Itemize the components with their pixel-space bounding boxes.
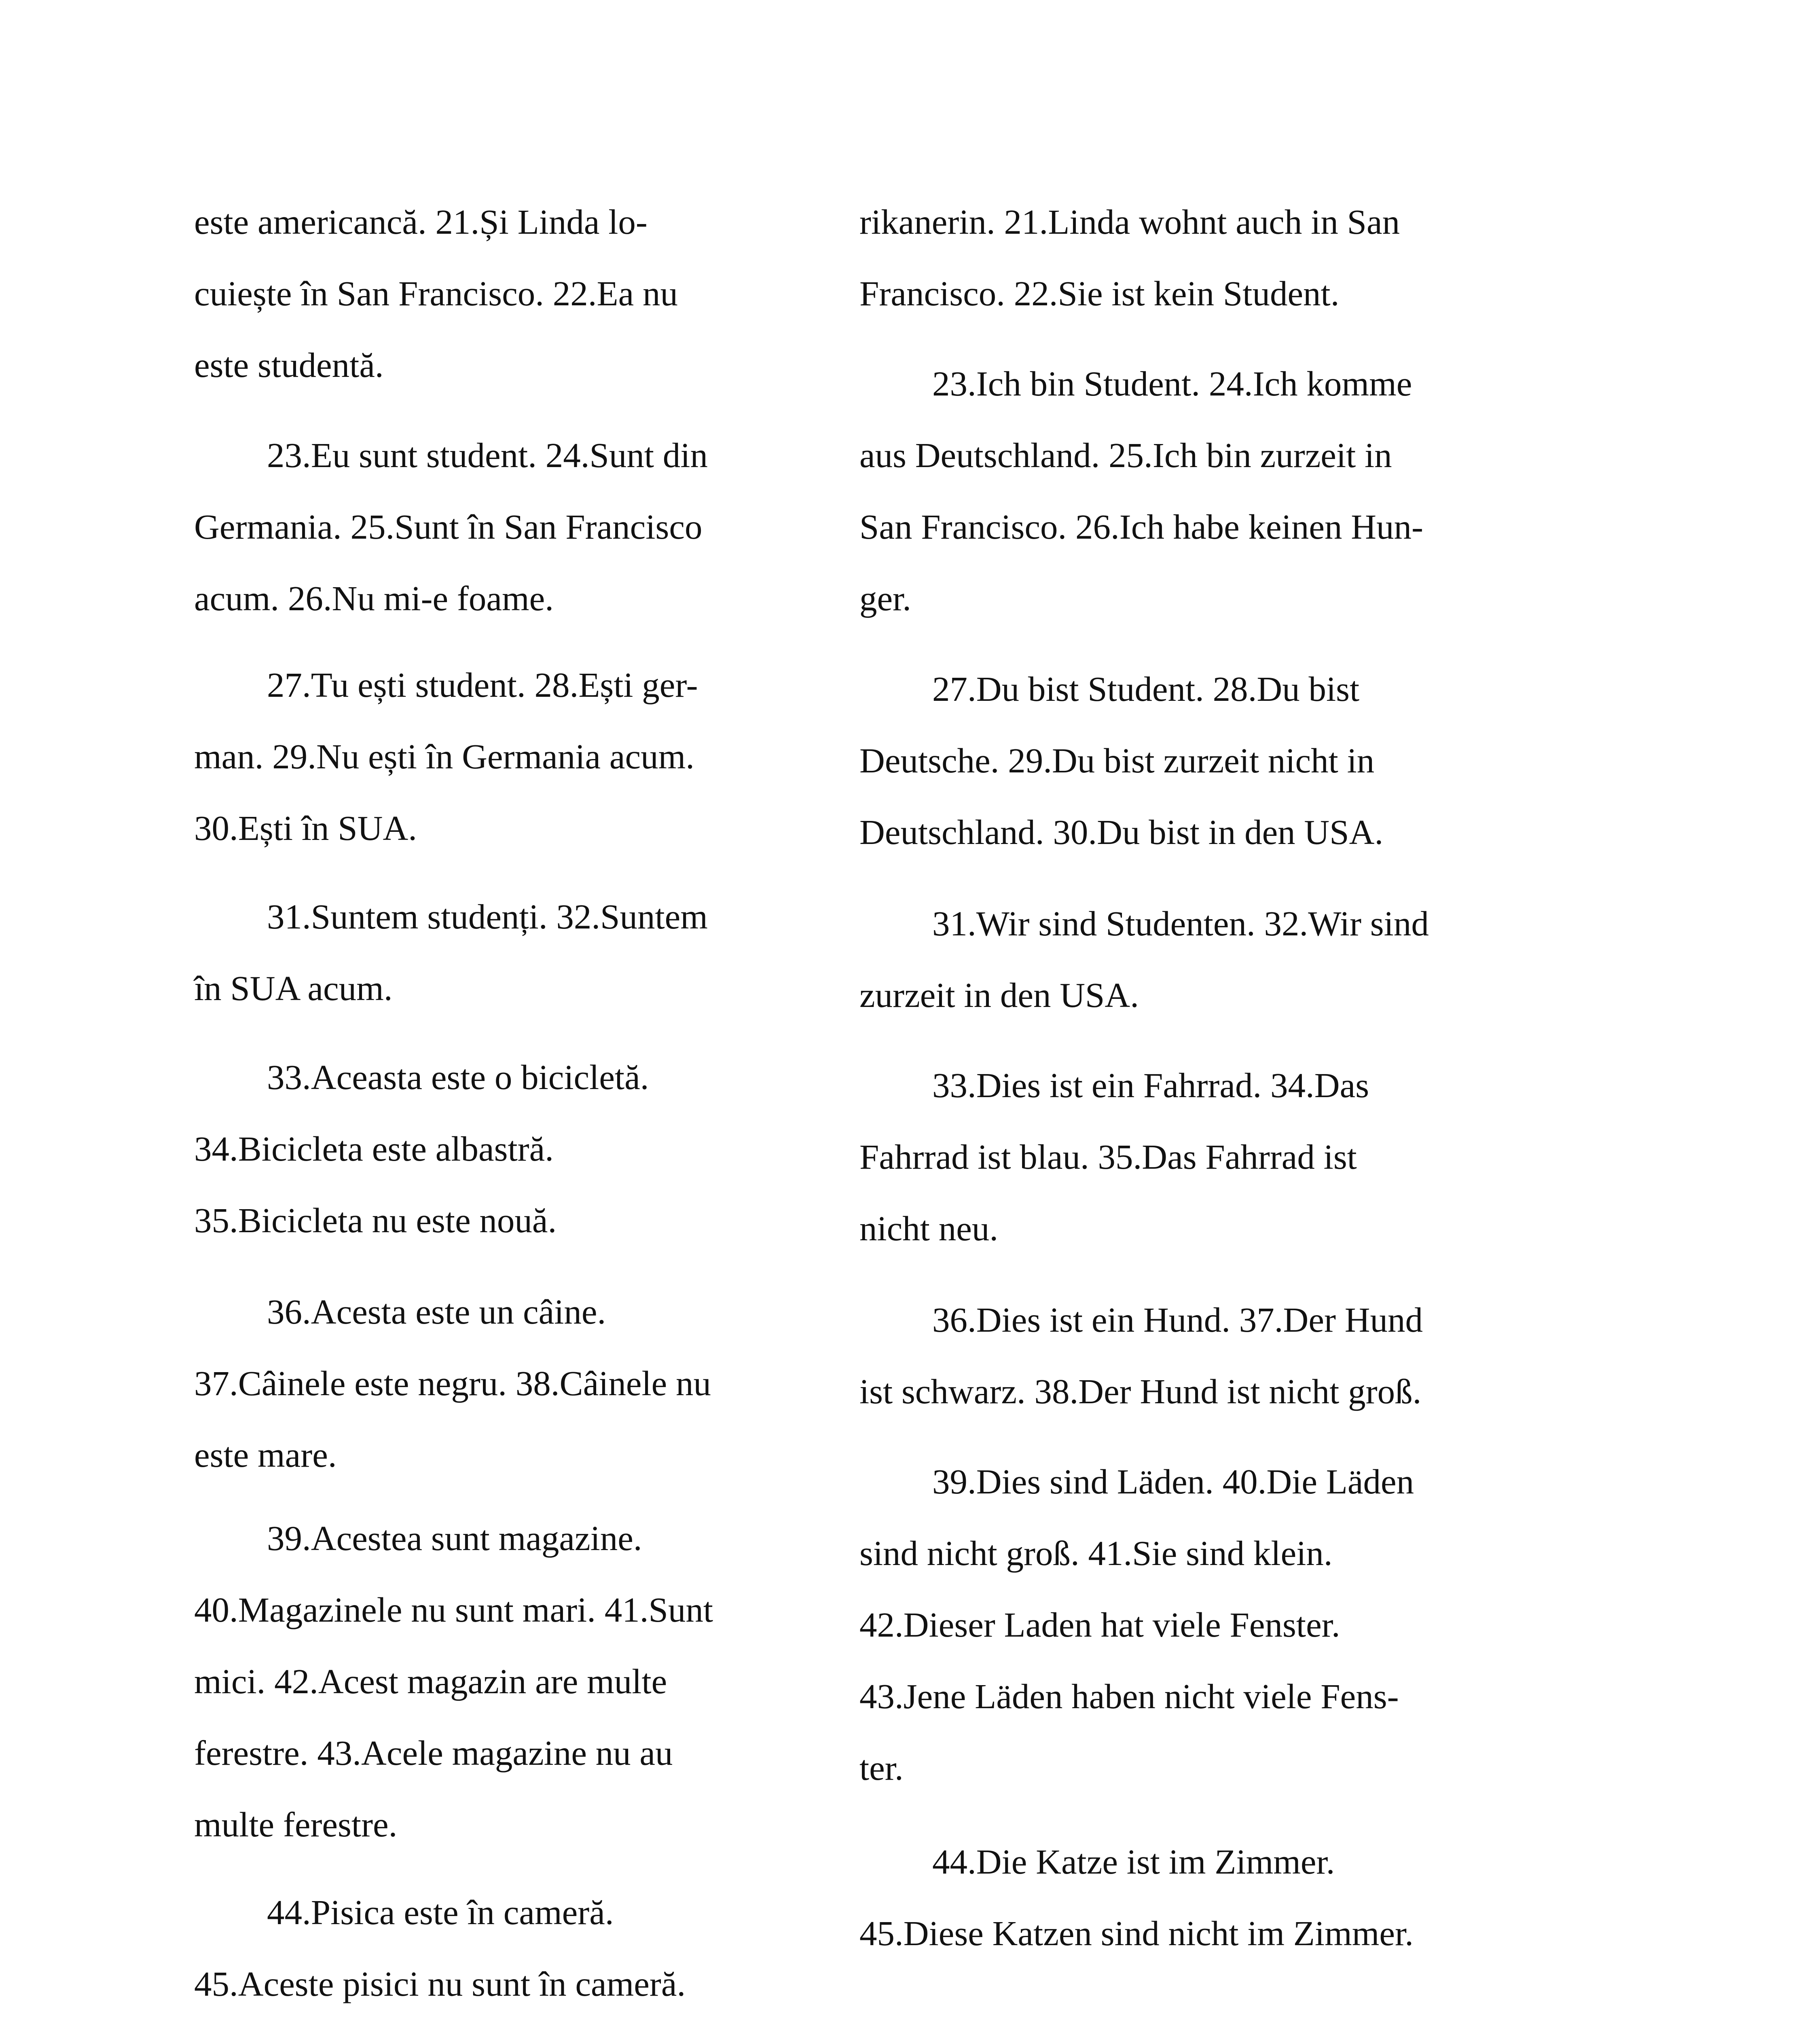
text-line: este mare. — [194, 1435, 337, 1474]
paragraph-de-1 — [859, 186, 1563, 329]
paragraph-de-3 — [859, 653, 1563, 868]
text-line: 39.Acestea sunt magazine. — [267, 1519, 642, 1558]
text-line: 36.Dies ist ein Hund. 37.Der Hund — [932, 1300, 1423, 1339]
text-line: este studentă. — [194, 345, 384, 385]
text-line: ferestre. 43.Acele magazine nu au — [194, 1733, 673, 1772]
paragraph-ro-1 — [194, 186, 833, 401]
text-line: ter. — [859, 1748, 904, 1787]
text-line: ist schwarz. 38.Der Hund ist nicht groß. — [859, 1372, 1422, 1411]
text-line: Deutschland. 30.Du bist in den USA. — [859, 812, 1384, 852]
paragraph-ro-8 — [194, 1876, 833, 2020]
text-line: Francisco. 22.Sie ist kein Student. — [859, 274, 1340, 313]
text-line: 44.Pisica este în cameră. — [267, 1893, 614, 1932]
paragraph-ro-2 — [194, 419, 833, 634]
text-line: 33.Aceasta este o bicicletă. — [267, 1058, 649, 1097]
text-line: 44.Die Katze ist im Zimmer. — [932, 1842, 1335, 1881]
text-line: în SUA acum. — [194, 969, 393, 1008]
paragraph-de-8 — [859, 1826, 1563, 1969]
text-line: San Francisco. 26.Ich habe keinen Hun- — [859, 507, 1423, 546]
text-line: 33.Dies ist ein Fahrrad. 34.Das — [932, 1066, 1369, 1105]
text-line: 35.Bicicleta nu este nouă. — [194, 1201, 557, 1240]
paragraph-ro-7 — [194, 1502, 833, 1860]
paragraph-ro-5 — [194, 1041, 833, 1256]
text-line: Fahrrad ist blau. 35.Das Fahrrad ist — [859, 1137, 1357, 1176]
paragraph-de-5 — [859, 1049, 1563, 1264]
text-line: 23.Eu sunt student. 24.Sunt din — [267, 436, 708, 475]
text-line: 39.Dies sind Läden. 40.Die Läden — [932, 1462, 1414, 1501]
text-line: 45.Diese Katzen sind nicht im Zimmer. — [859, 1914, 1414, 1953]
text-line: sind nicht groß. 41.Sie sind klein. — [859, 1533, 1333, 1573]
paragraph-ro-4 — [194, 881, 833, 1024]
text-line: 27.Du bist Student. 28.Du bist — [932, 669, 1360, 709]
text-line: 45.Aceste pisici nu sunt în cameră. — [194, 1964, 686, 2003]
text-line: multe ferestre. — [194, 1805, 398, 1844]
text-line: Germania. 25.Sunt în San Francisco — [194, 507, 703, 546]
paragraph-de-4 — [859, 888, 1563, 1031]
paragraph-ro-6 — [194, 1276, 833, 1491]
text-line: cuiește în San Francisco. 22.Ea nu — [194, 274, 678, 313]
text-line: Deutsche. 29.Du bist zurzeit nicht in — [859, 741, 1375, 780]
text-line: mici. 42.Acest magazin are multe — [194, 1662, 667, 1701]
text-line: 42.Dieser Laden hat viele Fenster. — [859, 1605, 1340, 1644]
text-line: 31.Wir sind Studenten. 32.Wir sind — [932, 904, 1429, 943]
text-line: 34.Bicicleta este albastră. — [194, 1129, 554, 1168]
paragraph-de-7 — [859, 1446, 1563, 1804]
text-line: 27.Tu ești student. 28.Ești ger- — [267, 665, 698, 704]
text-line: 43.Jene Läden haben nicht viele Fens- — [859, 1677, 1399, 1716]
text-line: 31.Suntem studenți. 32.Suntem — [267, 897, 708, 936]
text-line: 23.Ich bin Student. 24.Ich komme — [932, 364, 1412, 403]
text-line: 36.Acesta este un câine. — [267, 1292, 606, 1331]
text-line: 40.Magazinele nu sunt mari. 41.Sunt — [194, 1590, 713, 1629]
text-line: zurzeit in den USA. — [859, 975, 1139, 1015]
paragraph-ro-3 — [194, 649, 833, 864]
text-line: ger. — [859, 579, 912, 618]
text-line: nicht neu. — [859, 1209, 999, 1248]
text-line: aus Deutschland. 25.Ich bin zurzeit in — [859, 436, 1392, 475]
text-line: man. 29.Nu ești în Germania acum. — [194, 737, 694, 776]
text-line: este americancă. 21.Și Linda lo- — [194, 202, 648, 241]
text-line: 30.Ești în SUA. — [194, 808, 417, 848]
text-line: acum. 26.Nu mi-e foame. — [194, 579, 554, 618]
paragraph-de-6 — [859, 1284, 1563, 1427]
paragraph-de-2 — [859, 348, 1563, 634]
text-line: 37.Câinele este negru. 38.Câinele nu — [194, 1364, 711, 1403]
text-line: rikanerin. 21.Linda wohnt auch in San — [859, 202, 1400, 241]
